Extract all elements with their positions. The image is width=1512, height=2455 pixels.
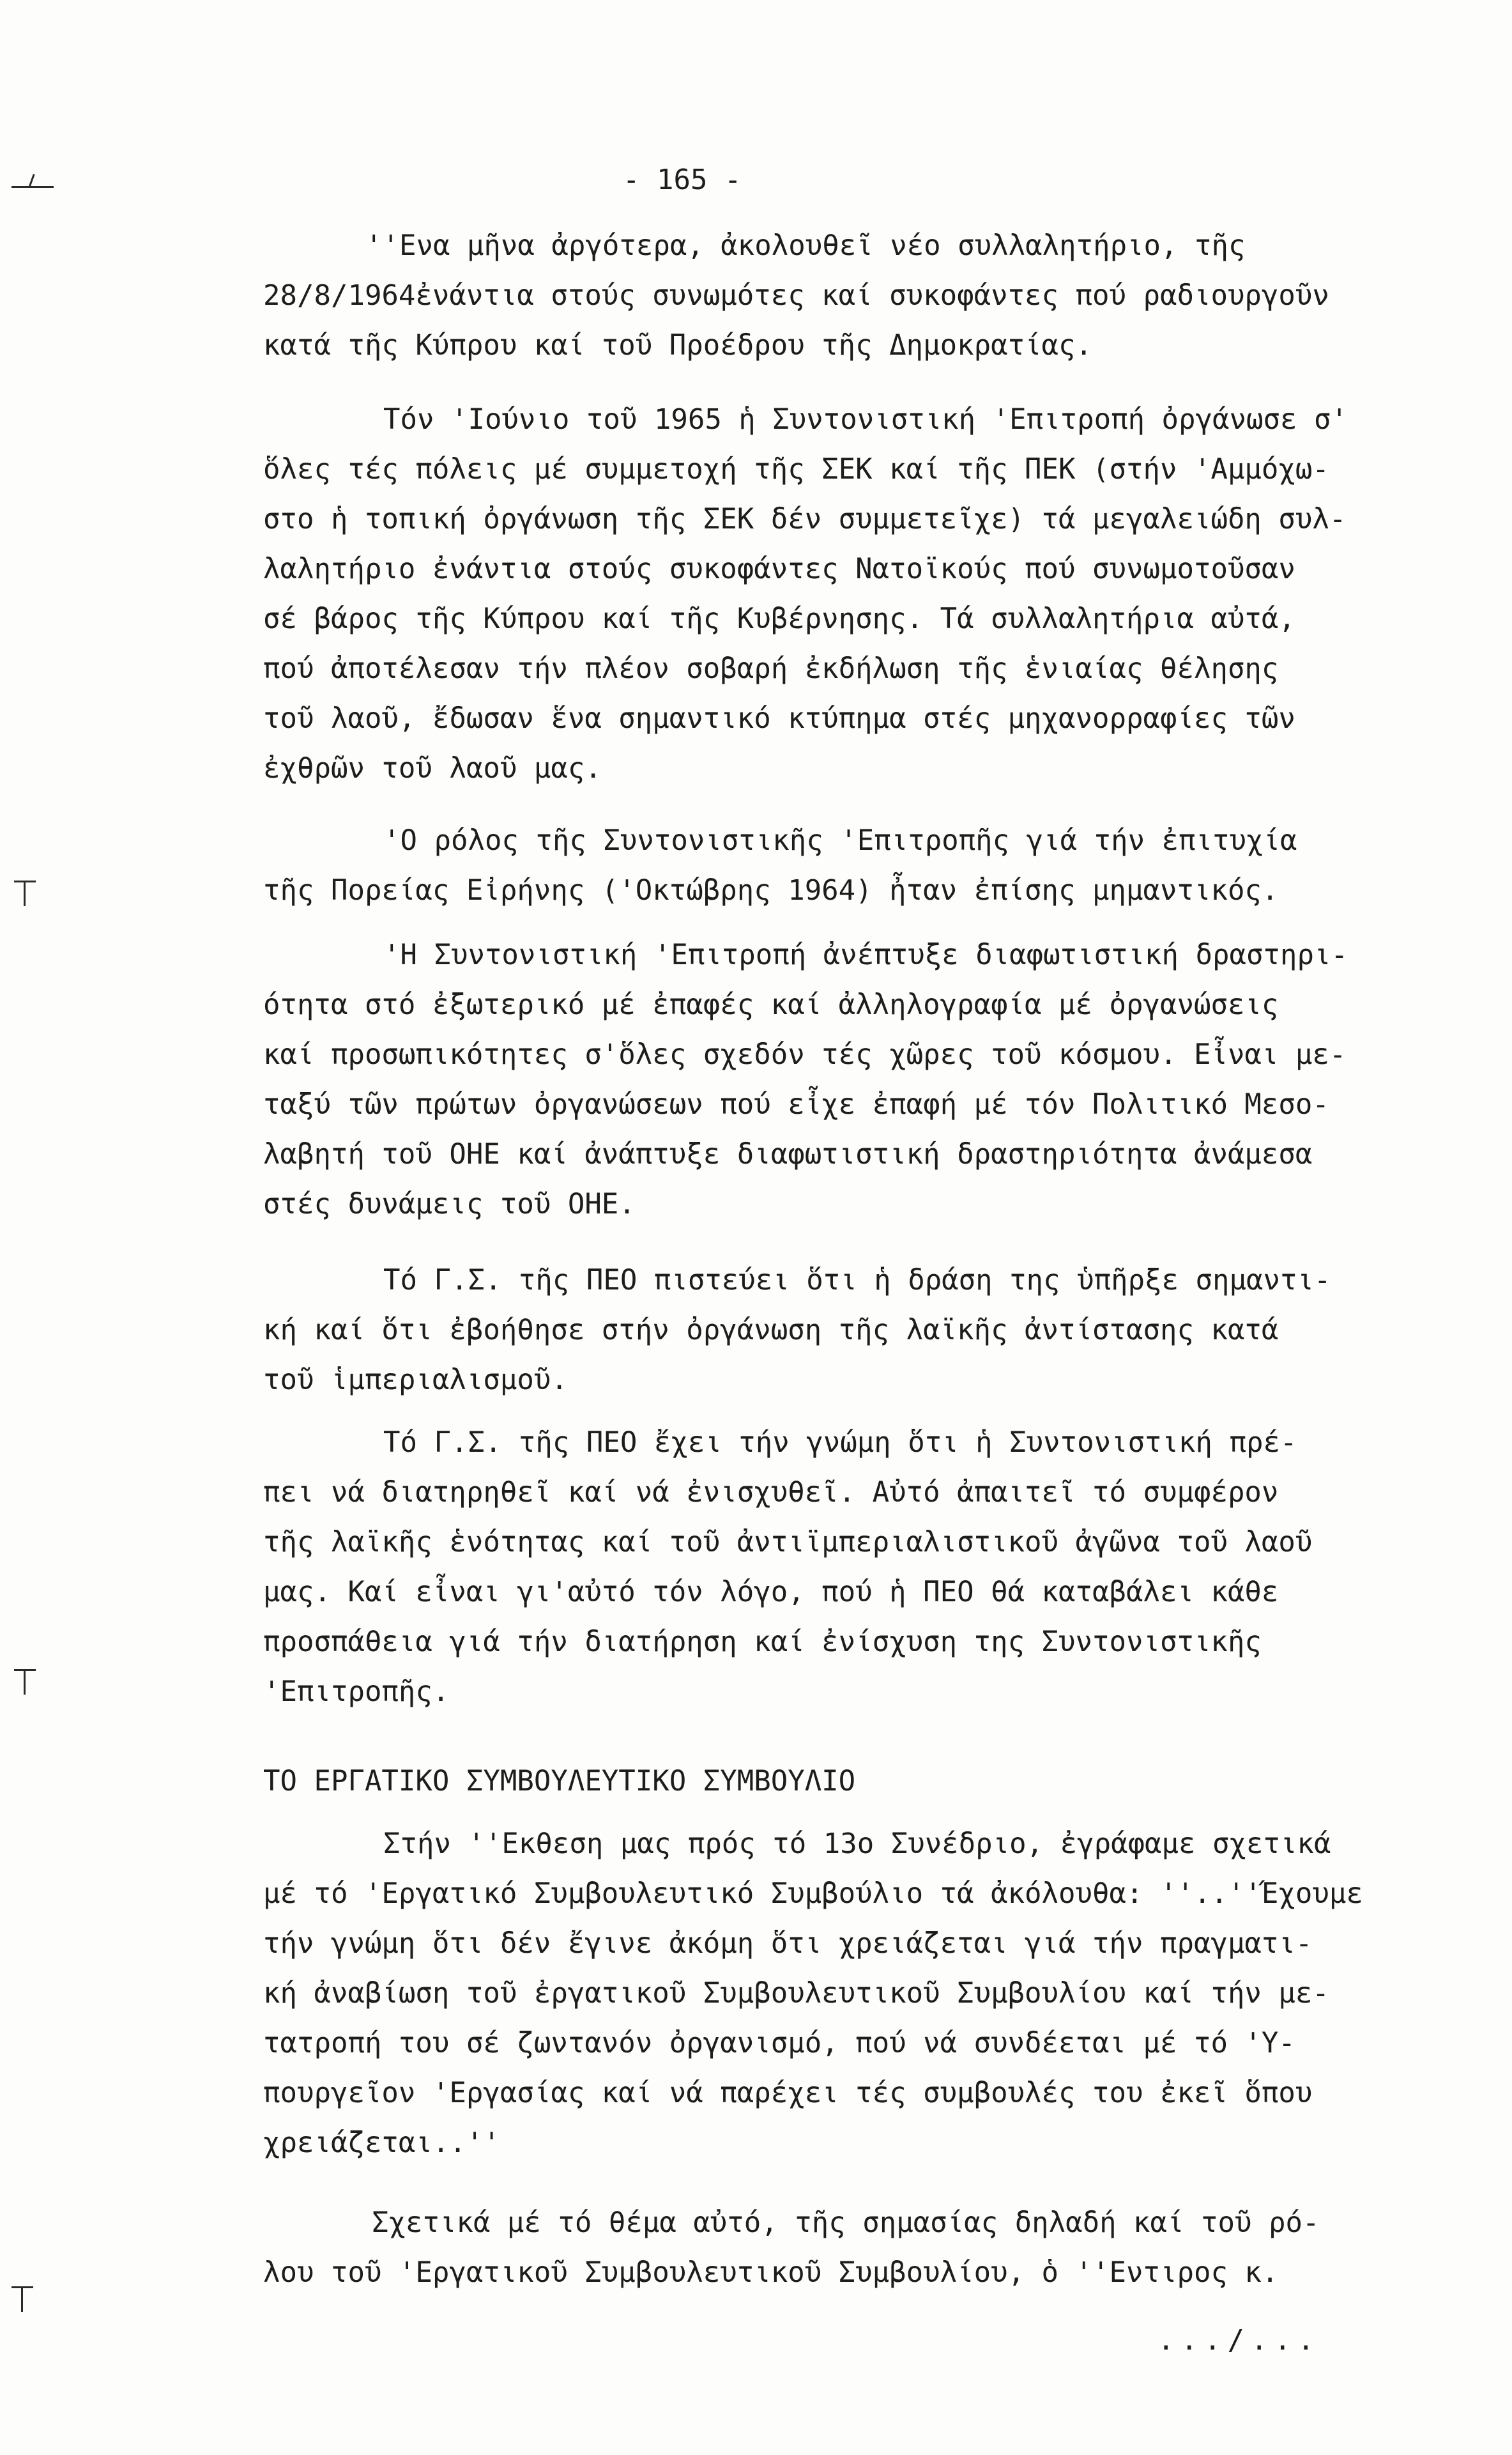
text-line: Τόν 'Ιούνιο τοῦ 1965 ἡ Συντονιστική 'Επιτροπή ὀργάνωσε σ' [383,403,1348,436]
text-line: λαβητή τοῦ ΟΗΕ καί ἀνάπτυξε διαφωτιστική δραστηριότητα ἀνάμεσα [263,1138,1313,1171]
text-line: ταξύ τῶν πρώτων ὀργανώσεων πού εἶχε ἐπαφή μέ τόν Πολιτικό Μεσο- [263,1088,1329,1121]
text-line: κατά τῆς Κύπρου καί τοῦ Προέδρου τῆς Δημοκρατίας. [263,329,1093,362]
paragraph [263,221,1329,371]
text-line: Στήν ''Εκθεση μας πρός τό 13ο Συνέδριο, ἐγράφαμε σχετικά [383,1828,1331,1860]
text-line: λαλητήριο ἐνάντια στούς συκοφάντες Νατοϊκούς πού συνωμοτοῦσαν [263,553,1295,585]
text-line: 'Επιτροπῆς. [263,1675,450,1708]
text-line: καί προσωπικότητες σ'ὅλες σχεδόν τές χῶρες τοῦ κόσμου. Εἶναι με- [263,1038,1347,1071]
text-line: 'Η Συντονιστική 'Επιτροπή ἀνέπτυξε διαφωτιστική δραστηρι- [383,939,1348,971]
text-line: 'Ο ρόλος τῆς Συντονιστικῆς 'Επιτροπῆς γιά τήν ἐπιτυχία [383,824,1297,857]
text-line: προσπάθεια γιά τήν διατήρηση καί ἐνίσχυση της Συντονιστικῆς [263,1626,1262,1658]
text-line: Τό Γ.Σ. τῆς ΠΕΟ ἔχει τήν γνώμη ὅτι ἡ Συντονιστική πρέ- [383,1426,1297,1459]
text-line: μας. Καί εἶναι γι'αὐτό τόν λόγο, πού ἡ ΠΕΟ θά καταβάλει κάθε [263,1576,1279,1608]
margin-mark [11,167,54,190]
text-line: τατροπή του σέ ζωντανόν ὀργανισμό, πού νά συνδέεται μέ τό 'Υ- [263,2027,1295,2059]
text-line: τήν γνώμη ὅτι δέν ἔγινε ἀκόμη ὅτι χρειάζεται γιά τήν πραγματι- [263,1927,1313,1960]
text-line: ''Ενα μῆνα ἀργότερα, ἀκολουθεῖ νέο συλλαλητήριο, τῆς [365,229,1246,262]
text-line: Σχετικά μέ τό θέμα αὐτό, τῆς σημασίας δηλαδή καί τοῦ ρό- [372,2206,1320,2239]
text-line: ότητα στό ἐξωτερικό μέ ἐπαφές καί ἀλληλογραφία μέ ὀργανώσεις [263,989,1279,1021]
text-line: κή καί ὅτι ἐβοήθησε στήν ὀργάνωση τῆς λαϊκῆς ἀντίστασης κατά [263,1314,1279,1346]
text-line: χρειάζεται..'' [263,2127,500,2159]
text-line: τοῦ ἱμπεριαλισμοῦ. [263,1364,568,1396]
text-line: σέ βάρος τῆς Κύπρου καί τῆς Κυβέρνησης. Τά συλλαλητήρια αὐτά, [263,603,1295,635]
margin-mark [14,881,36,909]
paragraph [263,1418,1312,1717]
text-line: ἐχθρῶν τοῦ λαοῦ μας. [263,752,602,785]
paragraph [263,930,1348,1229]
paragraph [263,1256,1331,1405]
text-line: τῆς λαϊκῆς ἑνότητας καί τοῦ ἀντιϊμπεριαλιστικοῦ ἀγῶνα τοῦ λαοῦ [263,1526,1313,1558]
text-line: κή ἀναβίωση τοῦ ἐργατικοῦ Συμβουλευτικοῦ Συμβουλίου καί τήν με- [263,1977,1329,2010]
paragraph [263,2198,1319,2298]
text-line: τοῦ λαοῦ, ἔδωσαν ἕνα σημαντικό κτύπημα στές μηχανορραφίες τῶν [263,702,1295,735]
text-line: πει νά διατηρηθεῖ καί νά ἐνισχυθεῖ. Αὐτό ἀπαιτεῖ τό συμφέρον [263,1476,1279,1509]
text-line: ὅλες τές πόλεις μέ συμμετοχή τῆς ΣΕΚ καί τῆς ΠΕΚ (στήν 'Αμμόχω- [263,453,1329,486]
text-line: τῆς Πορείας Εἰρήνης ('Οκτώβρης 1964) ἦταν ἐπίσης μημαντικός. [263,874,1279,907]
page-number: - 165 - [623,164,742,196]
text-line: πουργεῖον 'Εργασίας καί νά παρέχει τές συμβουλές του ἐκεῖ ὅπου [263,2077,1313,2109]
paragraph [263,395,1348,794]
text-line: 28/8/1964ἐνάντια στούς συνωμότες καί συκοφάντες πού ραδιουργοῦν [263,279,1329,312]
text-line: στές δυνάμεις τοῦ ΟΗΕ. [263,1188,636,1220]
text-line: λου τοῦ 'Εργατικοῦ Συμβουλευτικοῦ Συμβουλίου, ὁ ''Εντιρος κ. [263,2256,1279,2289]
text-line: Τό Γ.Σ. τῆς ΠΕΟ πιστεύει ὅτι ἡ δράση της ὑπῆρξε σημαντι- [383,1264,1331,1297]
margin-mark [14,1669,36,1697]
paragraph [263,1819,1363,2168]
text-line: στο ἡ τοπική ὀργάνωση τῆς ΣΕΚ δέν συμμετεῖχε) τά μεγαλειώδη συλ- [263,503,1347,535]
margin-mark [11,2286,33,2314]
paragraph [263,816,1297,916]
continuation-mark: .../... [1157,2324,1321,2357]
text-line: μέ τό 'Εργατικό Συμβουλευτικό Συμβούλιο τά ἀκόλουθα: ''..''Έχουμε [263,1877,1363,1910]
section-heading: ΤΟ ΕΡΓΑΤΙΚΟ ΣΥΜΒΟΥΛΕΥΤΙΚΟ ΣΥΜΒΟΥΛΙΟ [263,1765,856,1797]
text-line: πού ἀποτέλεσαν τήν πλέον σοβαρή ἐκδήλωση τῆς ἑνιαίας θέλησης [263,652,1279,685]
